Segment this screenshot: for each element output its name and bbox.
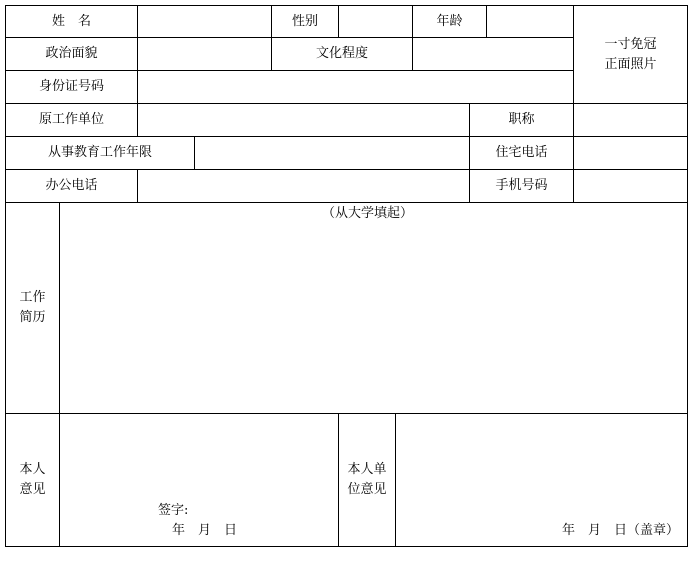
unit-opinion-label-line2: 位意见 [347,482,387,497]
unit-opinion-date-stamp: 年 月 日（盖章） [562,523,680,538]
name-label: 姓 名 [51,13,91,29]
job-title-label: 职称 [508,112,535,127]
grid-line [687,5,688,547]
photo-box[interactable] [574,6,687,103]
id-number-label: 身份证号码 [38,79,104,94]
self-opinion-label [6,414,59,546]
photo-text-line2: 正面照片 [604,56,657,72]
grid-line [5,546,688,547]
mobile-label: 手机号码 [495,178,548,193]
signature-label: 签字: [158,503,189,518]
work-history-label-line1: 工作 [19,290,46,305]
home-phone-field[interactable] [574,137,687,169]
home-phone-label: 住宅电话 [495,145,548,160]
work-history-note: （从大学填起） [322,206,414,221]
gender-label: 性别 [291,13,318,29]
id-number-field[interactable] [138,71,573,103]
self-opinion-date: 年 月 日 [172,523,238,538]
office-phone-label: 办公电话 [45,178,98,193]
self-opinion-label-line1: 本人 [19,462,46,477]
unit-opinion-label [339,414,395,546]
education-field[interactable] [413,38,573,70]
political-status-label: 政治面貌 [45,46,98,61]
gender-field[interactable] [339,6,412,37]
education-label: 文化程度 [315,46,368,61]
age-label: 年龄 [436,13,463,29]
work-history-field[interactable] [60,203,687,413]
photo-text-line1: 一寸免冠 [604,36,657,52]
teaching-years-field[interactable] [195,137,469,169]
political-status-field[interactable] [138,38,271,70]
self-opinion-label-line2: 意见 [19,482,46,497]
age-field[interactable] [487,6,573,37]
teaching-years-label: 从事教育工作年限 [47,145,152,160]
name-field[interactable] [138,6,271,37]
work-history-label-line2: 简历 [19,310,46,325]
mobile-field[interactable] [574,170,687,202]
former-unit-label: 原工作单位 [38,112,104,127]
office-phone-field[interactable] [138,170,469,202]
job-title-field[interactable] [574,104,687,136]
former-unit-field[interactable] [138,104,469,136]
work-history-label [6,203,59,413]
unit-opinion-label-line1: 本人单 [347,462,387,477]
